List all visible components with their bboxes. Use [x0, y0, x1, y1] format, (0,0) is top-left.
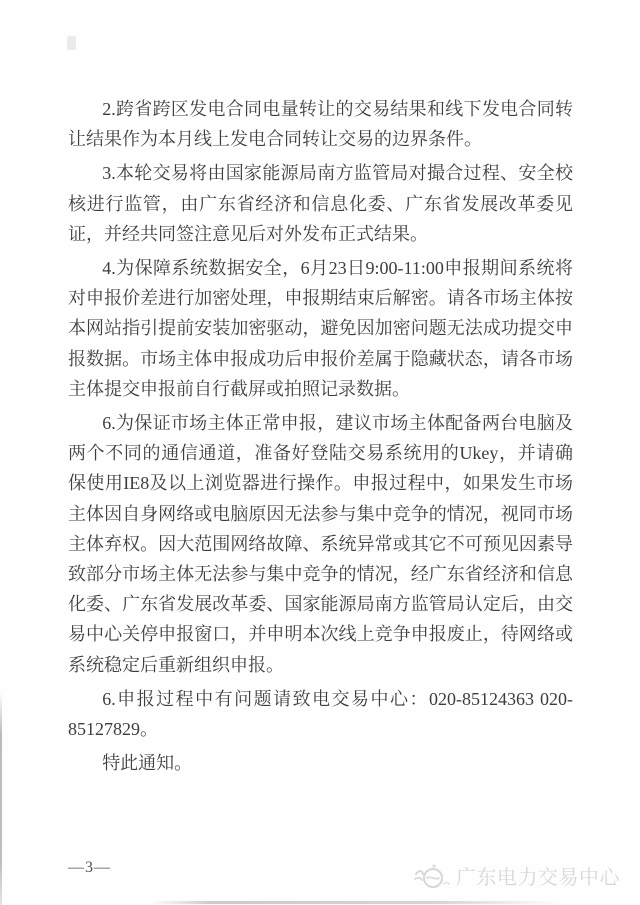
publisher-watermark: [413, 861, 620, 890]
scan-bottom-shadow: [150, 901, 562, 904]
notice-paragraph-6a: 6.为保证市场主体正常申报，建议市场主体配备两台电脑及两个不同的通信通道，准备好登陆交易系统用的Ukey，并请确保使用IE8及以上浏览器进行操作。申报过程中，如果发生市场主体因自身网络或电脑原因无法参与集中竞争的情况，视同市场主体弃权。因大范围网络故障、系统异常或其它不可预见因素导致部分市场主体无法参与集中竞争的情况，经广东省经济和信息化委、广东省发展改革委、国家能源局南方监管局认定后，由交易中心关停申报窗口，并申明本次线上竞争申报废止，待网络或系统稳定后重新组织申报。: [68, 413, 573, 675]
page-number: —3—: [68, 859, 111, 876]
scan-smudge: [67, 36, 76, 50]
notice-paragraph-6b-contact: 6.申报过程中有问题请致电交易中心：020-85124363 020-85127829。: [68, 688, 573, 740]
notice-body: [68, 94, 573, 778]
notice-paragraph-4: 4.为保障系统数据安全，6月23日9:00-11:00申报期间系统将对申报价差进行加密处理，申报期结束后解密。请各市场主体按本网站指引提前安装加密驱动，避免因加密问题无法成功提交申报数据。市场主体申报成功后申报价差属于隐藏状态，请各市场主体提交申报前自行截屏或拍照记录数据。: [68, 258, 573, 399]
notice-paragraph-3: 3.本轮交易将由国家能源局南方监管局对撮合过程、安全校核进行监管，由广东省经济和信息化委、广东省发展改革委见证，并经共同签注意见后对外发布正式结果。: [68, 163, 573, 244]
publisher-watermark-label: 广东电力交易中心: [456, 867, 620, 889]
notice-closing: 特此通知。: [102, 753, 193, 774]
scan-left-edge: [0, 692, 2, 905]
notice-paragraph-2: 2.跨省跨区发电合同电量转让的交易结果和线下发电合同转让结果作为本月线上发电合同转让交易的边界条件。: [68, 99, 573, 150]
power-exchange-logo-icon: [413, 862, 451, 890]
